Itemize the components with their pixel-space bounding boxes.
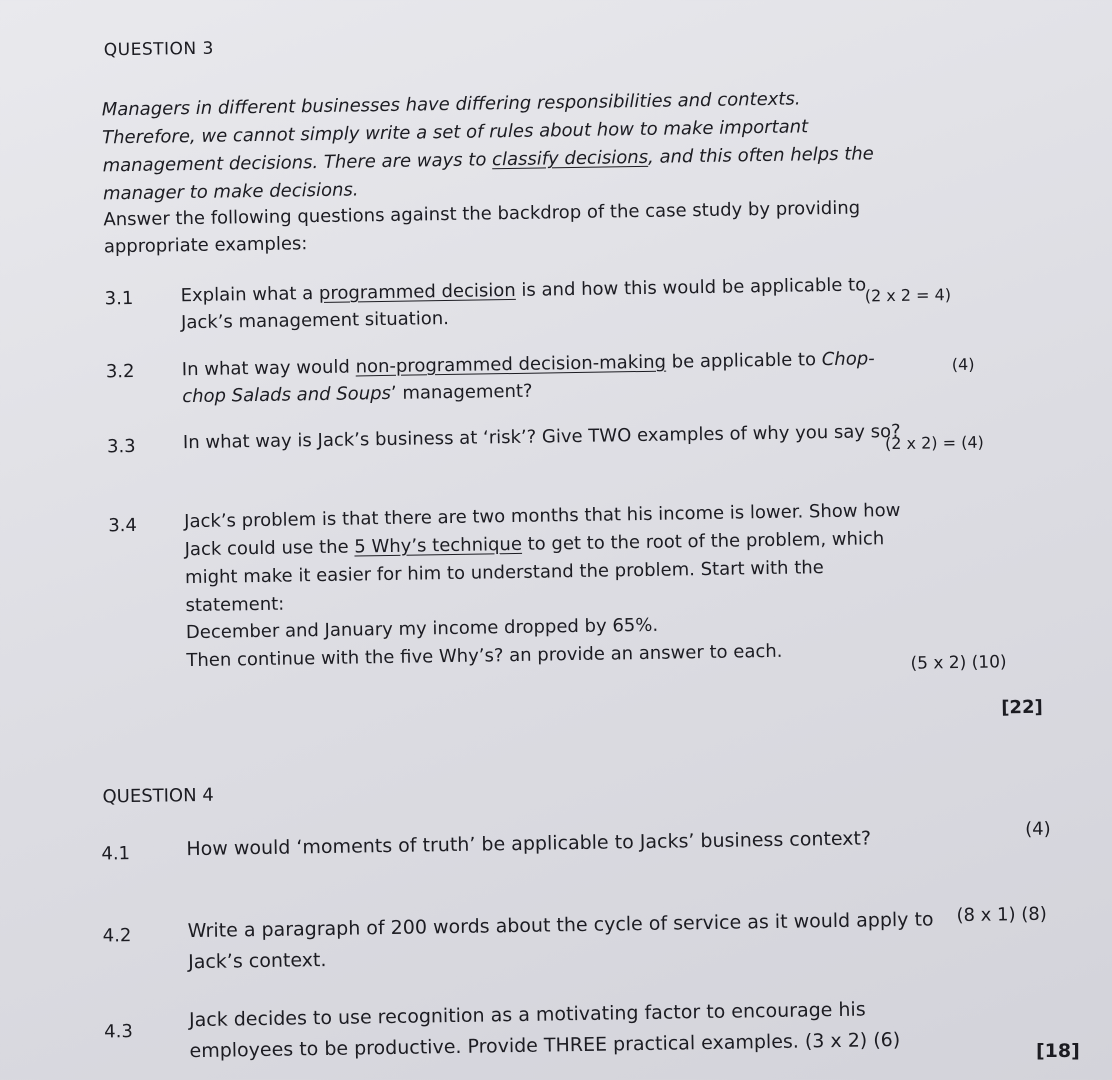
question-3-3-marks: (2 x 2) = (4) [884, 432, 984, 454]
classify-decisions-term: classify decisions [491, 146, 649, 171]
question-3-4-line-6: Then continue with the five Why’s? an provide an answer to each. [186, 640, 783, 672]
question-number: 4.3 [104, 1021, 134, 1043]
question-4-1-line-1: How would ‘moments of truth’ be applicable to Jacks’ business context? [186, 827, 872, 861]
question-number: 4.1 [101, 843, 131, 865]
question-3-2-line-1 [182, 350, 875, 379]
question-3-4-line-2 [185, 530, 885, 559]
question-number: 3.4 [108, 514, 138, 537]
question-3-1-line-2: Jack’s management situation. [180, 307, 450, 334]
question-3-1-line-1 [181, 276, 867, 305]
question-4-title: QUESTION 4 [102, 784, 214, 808]
question-3-4-line-5: December and January my income dropped by 65%. [185, 614, 659, 644]
question-3-4-line-1: Jack’s problem is that there are two months that his income is lower. Show how [184, 499, 901, 533]
question-number: 4.2 [102, 925, 132, 947]
intro-line-3-text: management decisions. There are ways to [102, 149, 493, 177]
intro-line-3 [102, 145, 873, 175]
question-3-total: [22] [1001, 696, 1043, 719]
instruction-line-2: appropriate examples: [103, 233, 308, 258]
q34-text-a: Jack could use the [184, 536, 355, 561]
programmed-decision-term: programmed decision [318, 279, 516, 305]
question-number: 3.3 [106, 435, 136, 458]
intro-line-1: Managers in different businesses have differing responsibilities and contexts. [101, 88, 801, 121]
q31-text-b: is and how this would be applicable to [515, 274, 867, 301]
question-3-4-line-3: might make it easier for him to understand the problem. Start with the [184, 557, 824, 589]
question-4-2-line-2: Jack’s context. [187, 948, 327, 974]
q32-text-c: ’ management? [390, 380, 533, 404]
q32-text-a: In what way would [181, 356, 356, 381]
question-3-1-marks: (2 x 2 = 4) [864, 285, 952, 306]
company-name-end: chop Salads and Soups [182, 382, 392, 408]
q31-text-a: Explain what a [180, 283, 320, 307]
question-4-3-line-2: employees to be productive. Provide THREE practical examples. (3 x 2) (6) [189, 1028, 901, 1063]
question-3-2-marks: (4) [951, 354, 975, 375]
company-name-start: Chop- [821, 348, 875, 371]
question-4-3-line-1: Jack decides to use recognition as a motivating factor to encourage his [188, 998, 866, 1032]
intro-line-2: Therefore, we cannot simply write a set of rules about how to make important [102, 116, 809, 149]
question-number: 3.1 [104, 287, 134, 310]
question-4-total: [18] [1036, 1040, 1080, 1062]
question-3-2-line-2 [182, 380, 533, 408]
question-3-4-marks: (5 x 2) (10) [910, 652, 1007, 674]
intro-line-4: manager to make decisions. [102, 179, 359, 205]
question-3-4-line-4: statement: [185, 593, 285, 617]
q34-text-b: to get to the root of the problem, which [521, 528, 885, 555]
instruction-line-1: Answer the following questions against the backdrop of the case study by providing [103, 197, 861, 231]
intro-line-3-end: , and this often helps the [647, 143, 874, 168]
question-number: 3.2 [105, 360, 135, 383]
question-3-3-line-1: In what way is Jack’s business at ‘risk’? Give TWO examples of why you say so? [182, 420, 901, 454]
q32-text-b: be applicable to [665, 349, 822, 373]
five-whys-term: 5 Why’s technique [354, 533, 523, 558]
question-4-2-marks: (8 x 1) (8) [956, 903, 1047, 927]
question-4-1-marks: (4) [1024, 818, 1051, 840]
non-programmed-term: non-programmed decision-making [355, 351, 667, 378]
question-3-title: QUESTION 3 [103, 38, 215, 61]
question-4-2-line-1: Write a paragraph of 200 words about the cycle of service as it would apply to [187, 908, 934, 943]
